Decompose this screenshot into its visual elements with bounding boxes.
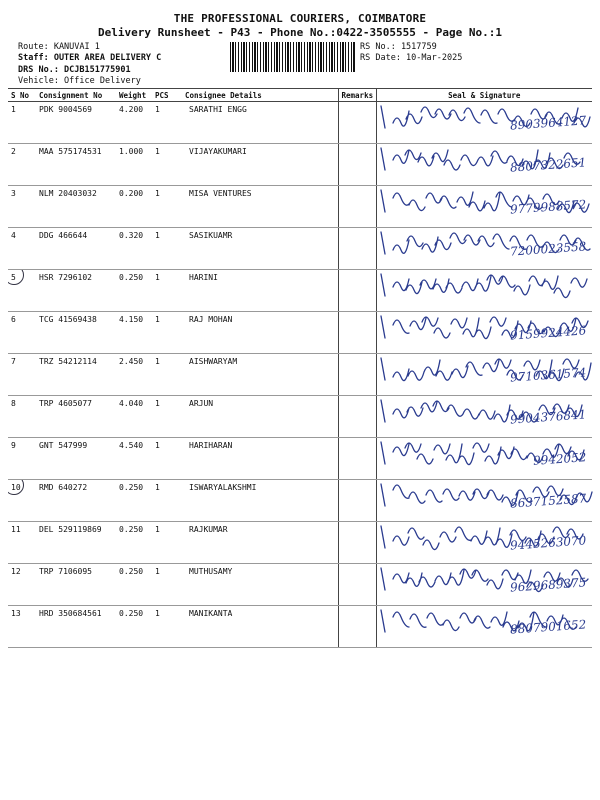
pcs-cell: [152, 312, 182, 354]
weight-cell-text: 0.250: [119, 609, 144, 618]
sno-cell: [8, 438, 36, 480]
consignee-cell-text: MANIKANTA: [189, 609, 233, 618]
sno-cell-text: 2: [11, 147, 16, 156]
runsheet-table: [8, 88, 592, 648]
weight-cell-text: 4.540: [119, 441, 144, 450]
pcs-cell-text: 1: [155, 315, 160, 324]
table-row: [8, 270, 592, 312]
weight-cell: [116, 228, 152, 270]
table-row: [8, 522, 592, 564]
rs-number: RS No.: 1517759: [360, 42, 437, 52]
handwritten-phone: 9942052: [532, 450, 587, 468]
consignee-cell-text: AISHWARYAM: [189, 357, 238, 366]
consignment-cell: [36, 312, 116, 354]
col-weight: Weight: [116, 89, 152, 102]
remarks-cell: [338, 564, 376, 606]
handwritten-phone: 8807901652: [509, 617, 587, 637]
consignment-cell-text: NLM 20403032: [39, 189, 97, 198]
signature-cell: [376, 102, 592, 144]
pcs-cell: [152, 186, 182, 228]
consignee-cell: [182, 102, 338, 144]
barcode-image: [230, 42, 356, 72]
consignment-cell-text: DEL 529119869: [39, 525, 102, 534]
weight-cell-text: 0.200: [119, 189, 144, 198]
weight-cell: [116, 354, 152, 396]
pcs-cell-text: 1: [155, 525, 160, 534]
pcs-cell-text: 1: [155, 399, 160, 408]
signature-cell: [376, 564, 592, 606]
consignment-cell: [36, 354, 116, 396]
consignee-cell-text: RAJ MOHAN: [189, 315, 233, 324]
consignment-cell: [36, 438, 116, 480]
remarks-cell: [338, 102, 376, 144]
table-row: [8, 186, 592, 228]
sno-cell: [8, 522, 36, 564]
pcs-cell: [152, 480, 182, 522]
pcs-cell: [152, 228, 182, 270]
weight-cell-text: 0.250: [119, 525, 144, 534]
remarks-cell: [338, 606, 376, 648]
remarks-cell: [338, 186, 376, 228]
runsheet-subtitle: Delivery Runsheet - P43 - Phone No.:0422-3505555 - Page No.:1: [98, 26, 502, 39]
consignment-cell-text: RMD 640272: [39, 483, 88, 492]
signature-cell: [376, 312, 592, 354]
consignee-cell: [182, 270, 338, 312]
signature-cell: [376, 606, 592, 648]
handwritten-phone: 8637152587: [509, 491, 587, 511]
signature-cell: [376, 186, 592, 228]
consignment-cell: [36, 186, 116, 228]
signature-cell: [376, 144, 592, 186]
sno-cell-text: 8: [11, 399, 16, 408]
sno-cell: [8, 396, 36, 438]
pcs-cell: [152, 438, 182, 480]
weight-cell-text: 4.150: [119, 315, 144, 324]
weight-cell: [116, 438, 152, 480]
handwritten-phone: 7200023558: [509, 239, 587, 259]
weight-cell: [116, 312, 152, 354]
pcs-cell: [152, 396, 182, 438]
consignee-cell-text: ISWARYALAKSHMI: [189, 483, 257, 492]
pcs-cell-text: 1: [155, 231, 160, 240]
table-row: [8, 438, 592, 480]
pcs-cell: [152, 606, 182, 648]
consignee-cell-text: HARINI: [189, 273, 218, 282]
vehicle-label: Vehicle: Office Delivery: [18, 76, 141, 86]
consignment-cell-text: MAA 575174531: [39, 147, 102, 156]
col-consignment: Consignment No: [36, 89, 116, 102]
table-row: [8, 480, 592, 522]
sno-cell: [8, 480, 36, 522]
consignment-cell: [36, 522, 116, 564]
consignee-cell: [182, 354, 338, 396]
sno-cell-text: 3: [11, 189, 16, 198]
consignee-cell-text: SASIKUAMR: [189, 231, 233, 240]
pcs-cell-text: 1: [155, 189, 160, 198]
consignment-cell: [36, 102, 116, 144]
sno-cell: [8, 564, 36, 606]
remarks-cell: [338, 396, 376, 438]
consignment-cell-text: HRD 350684561: [39, 609, 102, 618]
consignment-cell: [36, 396, 116, 438]
pcs-cell-text: 1: [155, 147, 160, 156]
pcs-cell-text: 1: [155, 441, 160, 450]
weight-cell-text: 1.000: [119, 147, 144, 156]
col-remarks: Remarks: [338, 89, 376, 102]
weight-cell-text: 0.250: [119, 273, 144, 282]
consignee-cell-text: RAJKUMAR: [189, 525, 228, 534]
weight-cell: [116, 606, 152, 648]
consignment-cell-text: GNT 547999: [39, 441, 88, 450]
signature-cell: [376, 354, 592, 396]
signature-cell: [376, 228, 592, 270]
remarks-cell: [338, 312, 376, 354]
weight-cell: [116, 144, 152, 186]
company-title: THE PROFESSIONAL COURIERS, COIMBATORE: [173, 12, 427, 25]
weight-cell-text: 4.040: [119, 399, 144, 408]
consignment-cell: [36, 564, 116, 606]
pcs-cell: [152, 102, 182, 144]
sno-cell: [8, 186, 36, 228]
consignment-cell-text: DDG 466644: [39, 231, 88, 240]
consignee-cell: [182, 522, 338, 564]
signature-cell: [376, 480, 592, 522]
consignee-cell: [182, 606, 338, 648]
weight-cell: [116, 522, 152, 564]
drs-number: DRS No.: DCJB151775901: [18, 65, 131, 75]
sno-cell-text: 12: [11, 567, 21, 576]
consignment-cell-text: TRP 4605077: [39, 399, 92, 408]
consignee-cell-text: HARIHARAN: [189, 441, 233, 450]
handwritten-phone: 9629689375: [509, 575, 587, 595]
sno-cell-text: 10: [11, 483, 21, 492]
consignee-cell: [182, 564, 338, 606]
weight-cell: [116, 480, 152, 522]
table-row: [8, 396, 592, 438]
remarks-cell: [338, 438, 376, 480]
sno-cell: [8, 270, 36, 312]
signature-cell: [376, 270, 592, 312]
sno-cell-text: 5: [11, 273, 16, 282]
consignee-cell-text: SARATHI ENGG: [189, 105, 247, 114]
col-signature: Seal & Signature: [376, 89, 592, 102]
signature-cell: [376, 522, 592, 564]
sno-cell-text: 1: [11, 105, 16, 114]
consignment-cell: [36, 606, 116, 648]
weight-cell-text: 0.250: [119, 567, 144, 576]
remarks-cell: [338, 354, 376, 396]
consignee-cell: [182, 438, 338, 480]
remarks-cell: [338, 144, 376, 186]
col-sno: S No: [8, 89, 36, 102]
weight-cell-text: 0.250: [119, 483, 144, 492]
handwritten-phone: 9159924426: [509, 323, 587, 343]
pcs-cell: [152, 270, 182, 312]
remarks-cell: [338, 480, 376, 522]
weight-cell-text: 4.200: [119, 105, 144, 114]
table-row: [8, 144, 592, 186]
table-row: [8, 564, 592, 606]
consignee-cell-text: MUTHUSAMY: [189, 567, 233, 576]
consignment-cell: [36, 228, 116, 270]
sno-cell: [8, 102, 36, 144]
handwritten-phone: 9779988572: [509, 197, 587, 217]
consignment-cell-text: TRP 7106095: [39, 567, 92, 576]
remarks-cell: [338, 522, 376, 564]
pcs-cell: [152, 522, 182, 564]
weight-cell: [116, 186, 152, 228]
handwritten-phone: 9904376841: [509, 407, 587, 427]
sno-cell-text: 4: [11, 231, 16, 240]
table-row: [8, 102, 592, 144]
col-consignee: Consignee Details: [182, 89, 338, 102]
consignee-cell: [182, 144, 338, 186]
sno-cell: [8, 228, 36, 270]
consignment-cell: [36, 144, 116, 186]
col-pcs: PCS: [152, 89, 182, 102]
table-row: [8, 228, 592, 270]
consignment-cell-text: TCG 41569438: [39, 315, 97, 324]
sno-cell: [8, 312, 36, 354]
weight-cell: [116, 396, 152, 438]
weight-cell-text: 0.320: [119, 231, 144, 240]
pcs-cell-text: 1: [155, 357, 160, 366]
handwritten-signature: [377, 266, 600, 308]
handwritten-phone: 9445263070: [509, 533, 587, 553]
consignee-cell-text: MISA VENTURES: [189, 189, 252, 198]
weight-cell: [116, 564, 152, 606]
consignee-cell-text: VIJAYAKUMARI: [189, 147, 247, 156]
pcs-cell-text: 1: [155, 273, 160, 282]
weight-cell: [116, 270, 152, 312]
signature-cell: [376, 438, 592, 480]
remarks-cell: [338, 228, 376, 270]
sno-cell-text: 13: [11, 609, 21, 618]
pcs-cell: [152, 144, 182, 186]
signature-cell: [376, 396, 592, 438]
weight-cell-text: 2.450: [119, 357, 144, 366]
pcs-cell-text: 1: [155, 483, 160, 492]
pcs-cell-text: 1: [155, 567, 160, 576]
consignment-cell-text: TRZ 54212114: [39, 357, 97, 366]
handwritten-phone: 8807322651: [509, 155, 587, 175]
sno-cell-text: 7: [11, 357, 16, 366]
sno-cell-text: 9: [11, 441, 16, 450]
table-row: [8, 606, 592, 648]
consignee-cell: [182, 186, 338, 228]
handwritten-phone: 9710361574: [509, 365, 587, 385]
pcs-cell-text: 1: [155, 105, 160, 114]
pcs-cell: [152, 354, 182, 396]
route-label: Route: KANUVAI 1: [18, 42, 100, 52]
staff-label: Staff: OUTER AREA DELIVERY C: [18, 53, 162, 63]
rs-date: RS Date: 10-Mar-2025: [360, 53, 463, 63]
consignee-cell-text: ARJUN: [189, 399, 214, 408]
sno-cell: [8, 606, 36, 648]
consignee-cell: [182, 228, 338, 270]
consignee-cell: [182, 312, 338, 354]
handwritten-phone: 8903964127: [509, 113, 587, 133]
pcs-cell-text: 1: [155, 609, 160, 618]
sno-cell: [8, 354, 36, 396]
weight-cell: [116, 102, 152, 144]
sno-cell-text: 6: [11, 315, 16, 324]
consignment-cell-text: HSR 7296102: [39, 273, 92, 282]
sno-cell-text: 11: [11, 525, 21, 534]
consignment-cell-text: PDK 9004569: [39, 105, 92, 114]
sno-cell: [8, 144, 36, 186]
consignment-cell: [36, 270, 116, 312]
table-row: [8, 354, 592, 396]
table-row: [8, 312, 592, 354]
pcs-cell: [152, 564, 182, 606]
consignee-cell: [182, 396, 338, 438]
consignee-cell: [182, 480, 338, 522]
consignment-cell: [36, 480, 116, 522]
remarks-cell: [338, 270, 376, 312]
